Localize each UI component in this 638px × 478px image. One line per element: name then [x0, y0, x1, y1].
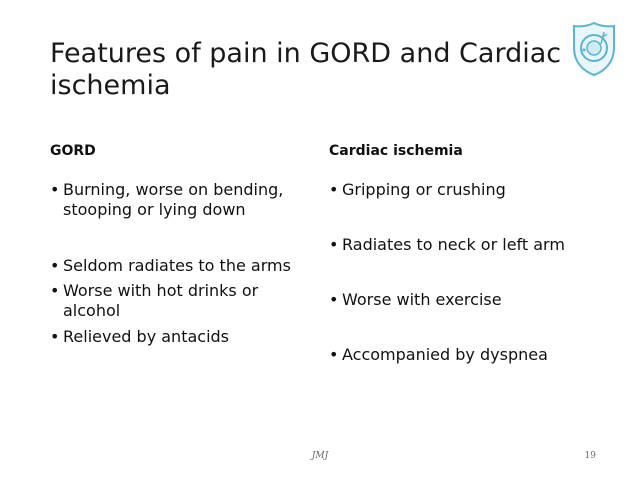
bullet-icon: • [329, 235, 339, 254]
footer-label: JMJ [311, 451, 329, 461]
bullet-icon: • [329, 290, 339, 309]
shield-logo-icon [570, 20, 618, 78]
gord-heading: GORD [50, 143, 96, 159]
cardiac-heading: Cardiac ischemia [329, 143, 463, 159]
bullet-icon: • [50, 180, 60, 199]
list-item [50, 281, 295, 321]
list-item-text: Worse with hot drinks or alcohol [63, 281, 259, 320]
list-item-text: Accompanied by dyspnea [342, 345, 548, 364]
bullet-icon: • [50, 256, 60, 275]
list-item-text: Gripping or crushing [342, 180, 506, 199]
list-item-text: Radiates to neck or left arm [342, 235, 565, 254]
list-item [329, 180, 619, 200]
page-number: 19 [584, 451, 596, 461]
bullet-icon: • [50, 327, 60, 346]
list-item [50, 256, 295, 276]
slide-title: Features of pain in GORD and Cardiac ischemia [50, 38, 562, 101]
list-item [329, 345, 619, 365]
list-item-text: Relieved by antacids [63, 327, 229, 346]
list-item-text: Worse with exercise [342, 290, 502, 309]
bullet-icon: • [50, 281, 60, 300]
list-item [329, 290, 619, 310]
list-item-text: Seldom radiates to the arms [63, 256, 291, 275]
list-item-text: Burning, worse on bending, stooping or lying down [63, 180, 284, 219]
list-item [50, 180, 295, 220]
gord-list [50, 180, 295, 347]
cardiac-list [329, 180, 619, 365]
list-item [50, 327, 295, 347]
bullet-icon: • [329, 345, 339, 364]
bullet-icon: • [329, 180, 339, 199]
list-item [329, 235, 619, 255]
